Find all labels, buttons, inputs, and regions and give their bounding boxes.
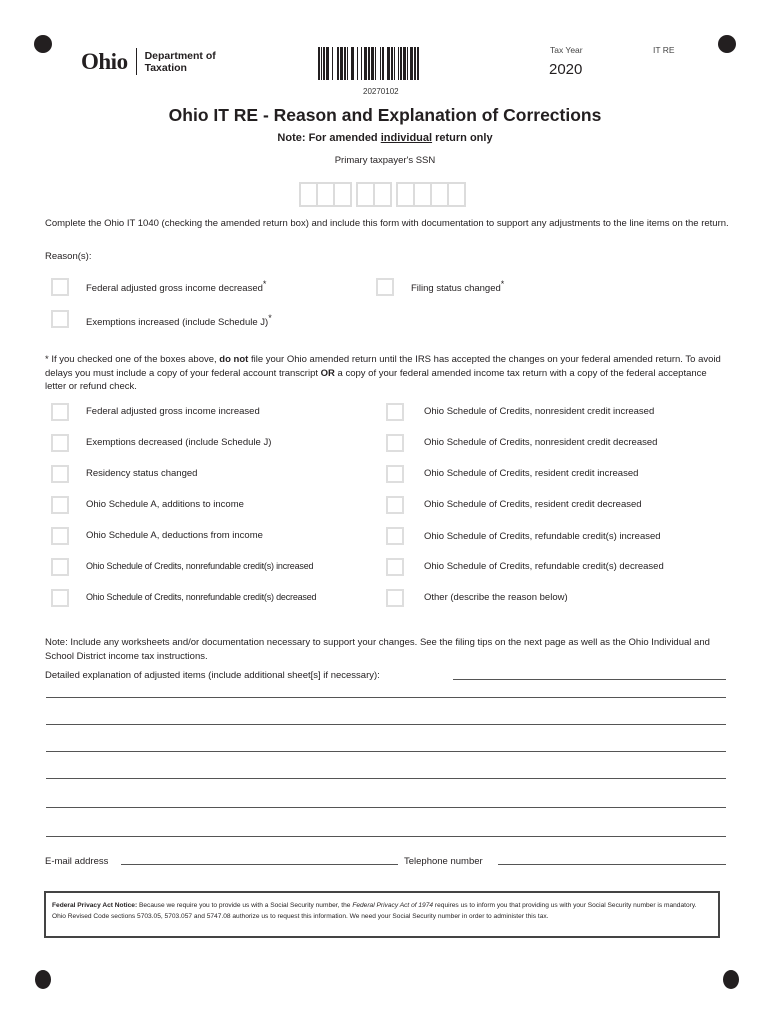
subtitle-emphasis: individual (380, 132, 433, 144)
reasons-label: Reason(s): (45, 251, 92, 262)
checkbox-nonrefundable-credit-increased[interactable] (51, 558, 69, 576)
note-text: a copy of your federal amended income tax return with a copy of the federal acceptance letter or refund check. (45, 367, 707, 392)
federal-warning-note (45, 353, 730, 394)
reason-label: Ohio Schedule of Credits, refundable credit(s) increased (424, 531, 661, 542)
subtitle-prefix: Note: For amended (277, 132, 381, 144)
registration-mark-bottom-right (723, 970, 739, 989)
ssn-input[interactable] (299, 182, 466, 207)
ssn-label: Primary taxpayer's SSN (334, 155, 436, 166)
barcode (318, 47, 419, 80)
instructions-text: Complete the Ohio IT 1040 (checking the amended return box) and include this form with documentation to support any adjustments to the line items on the return. (45, 218, 729, 229)
asterisk-mark: * (262, 279, 267, 289)
email-field[interactable] (121, 864, 398, 865)
telephone-field[interactable] (498, 864, 726, 865)
label-text: Filing status changed (411, 283, 501, 295)
filing-status-changed-label (411, 279, 504, 294)
checkbox-exemptions-increased[interactable] (51, 310, 69, 328)
logo-department-line2: Taxation (144, 61, 187, 74)
registration-mark-top-right (718, 35, 736, 53)
checkbox-federal-agi-decreased[interactable] (51, 278, 69, 296)
reason-label: Ohio Schedule A, additions to income (86, 499, 244, 510)
page-title: Ohio IT RE - Reason and Explanation of Corrections (168, 105, 602, 125)
ohio-logo (81, 48, 216, 75)
explanation-label: Detailed explanation of adjusted items (include additional sheet[s] if necessary): (45, 670, 380, 681)
privacy-text: Because we require you to provide us with a Social Security number, the (137, 902, 353, 909)
checkbox-other-reason[interactable] (386, 589, 404, 607)
reason-label: Residency status changed (86, 468, 198, 479)
explanation-line-2[interactable] (46, 697, 726, 698)
explanation-line-7[interactable] (46, 836, 726, 837)
checkbox-nonrefundable-credit-decreased[interactable] (51, 589, 69, 607)
note-emphasis: do not (219, 354, 249, 365)
checkbox-filing-status-changed[interactable] (376, 278, 394, 296)
reason-label: Ohio Schedule of Credits, nonrefundable credit(s) decreased (86, 592, 317, 602)
ssn-digit-box[interactable] (373, 182, 392, 207)
reason-label: Federal adjusted gross income increased (86, 406, 260, 417)
asterisk-mark: * (500, 279, 505, 289)
tax-year: 2020 (549, 61, 583, 78)
reason-label: Ohio Schedule of Credits, nonresident credit decreased (424, 437, 658, 448)
checkbox-refundable-credit-increased[interactable] (386, 527, 404, 545)
ssn-group-group[interactable] (356, 182, 392, 207)
privacy-heading: Federal Privacy Act Notice: (52, 902, 138, 909)
checkbox-nonresident-credit-decreased[interactable] (386, 434, 404, 452)
checkbox-resident-credit-decreased[interactable] (386, 496, 404, 514)
tax-year-label: Tax Year (550, 45, 583, 55)
reason-label: Ohio Schedule of Credits, nonrefundable credit(s) increased (86, 561, 314, 571)
reason-label: Other (describe the reason below) (424, 592, 568, 603)
asterisk-mark: * (268, 313, 272, 323)
privacy-act-name: Federal Privacy Act of 1974 (352, 902, 434, 909)
email-label: E-mail address (45, 856, 109, 867)
checkbox-residency-status-changed[interactable] (51, 465, 69, 483)
form-subtitle (0, 132, 770, 144)
checkbox-federal-agi-increased[interactable] (51, 403, 69, 421)
subtitle-suffix: return only (432, 132, 493, 144)
ssn-group-area[interactable] (299, 182, 352, 207)
explanation-line-3[interactable] (46, 724, 726, 725)
telephone-label: Telephone number (404, 856, 483, 867)
explanation-line-6[interactable] (46, 807, 726, 808)
reason-label: Ohio Schedule of Credits, resident credit decreased (424, 499, 642, 510)
reason-label: Ohio Schedule of Credits, nonresident credit increased (424, 406, 655, 417)
explanation-line-1[interactable] (453, 679, 726, 680)
checkbox-resident-credit-increased[interactable] (386, 465, 404, 483)
explanation-line-5[interactable] (46, 778, 726, 779)
exemptions-increased-label (86, 313, 272, 328)
checkbox-schedule-a-deductions[interactable] (51, 527, 69, 545)
privacy-text: requires us to inform you that providing us with your Social Security number is mandatory. Ohio Revised Code sections 5703.05, 5703.057 and 5747.08 authorize us to request this information. We need your Social Security number in order to administer this tax. (52, 902, 697, 920)
registration-mark-top-left (34, 35, 52, 53)
note-emphasis: OR (320, 367, 335, 379)
reason-label: Exemptions decreased (include Schedule J) (86, 437, 272, 448)
ssn-group-serial[interactable] (396, 182, 466, 207)
logo-ohio-wordmark: Ohio (81, 48, 128, 74)
label-text: Federal adjusted gross income decreased (86, 283, 263, 295)
ssn-digit-box[interactable] (333, 182, 352, 207)
explanation-line-4[interactable] (46, 751, 726, 752)
checkbox-schedule-a-additions[interactable] (51, 496, 69, 514)
registration-mark-bottom-left (35, 970, 51, 989)
privacy-act-notice (44, 891, 720, 938)
logo-divider (136, 48, 137, 75)
note-text: file your Ohio amended return until the IRS has accepted the changes on your federal amended return. To avoid delays you must include a copy of your federal account transcript (45, 354, 721, 379)
reason-label: Ohio Schedule of Credits, refundable credit(s) decreased (424, 561, 664, 572)
ssn-digit-box[interactable] (447, 182, 466, 207)
reason-label: Ohio Schedule A, deductions from income (86, 530, 263, 541)
note-text: * If you checked one of the boxes above, (45, 354, 220, 365)
checkbox-exemptions-decreased[interactable] (51, 434, 69, 452)
checkbox-refundable-credit-decreased[interactable] (386, 558, 404, 576)
checkbox-nonresident-credit-increased[interactable] (386, 403, 404, 421)
barcode-number: 20270102 (363, 87, 399, 96)
logo-department-line1: Department of (144, 49, 216, 62)
form-id: IT RE (653, 45, 675, 55)
reason-label: Ohio Schedule of Credits, resident credit increased (424, 468, 639, 479)
label-text: Exemptions increased (include Schedule J) (86, 317, 269, 329)
logo-department (145, 50, 216, 74)
worksheet-note: Note: Include any worksheets and/or documentation necessary to support your changes. See the filing tips on the next page as well as the Ohio Individual and School District income tax instructions. (45, 637, 710, 662)
federal-agi-decreased-label (86, 279, 266, 294)
